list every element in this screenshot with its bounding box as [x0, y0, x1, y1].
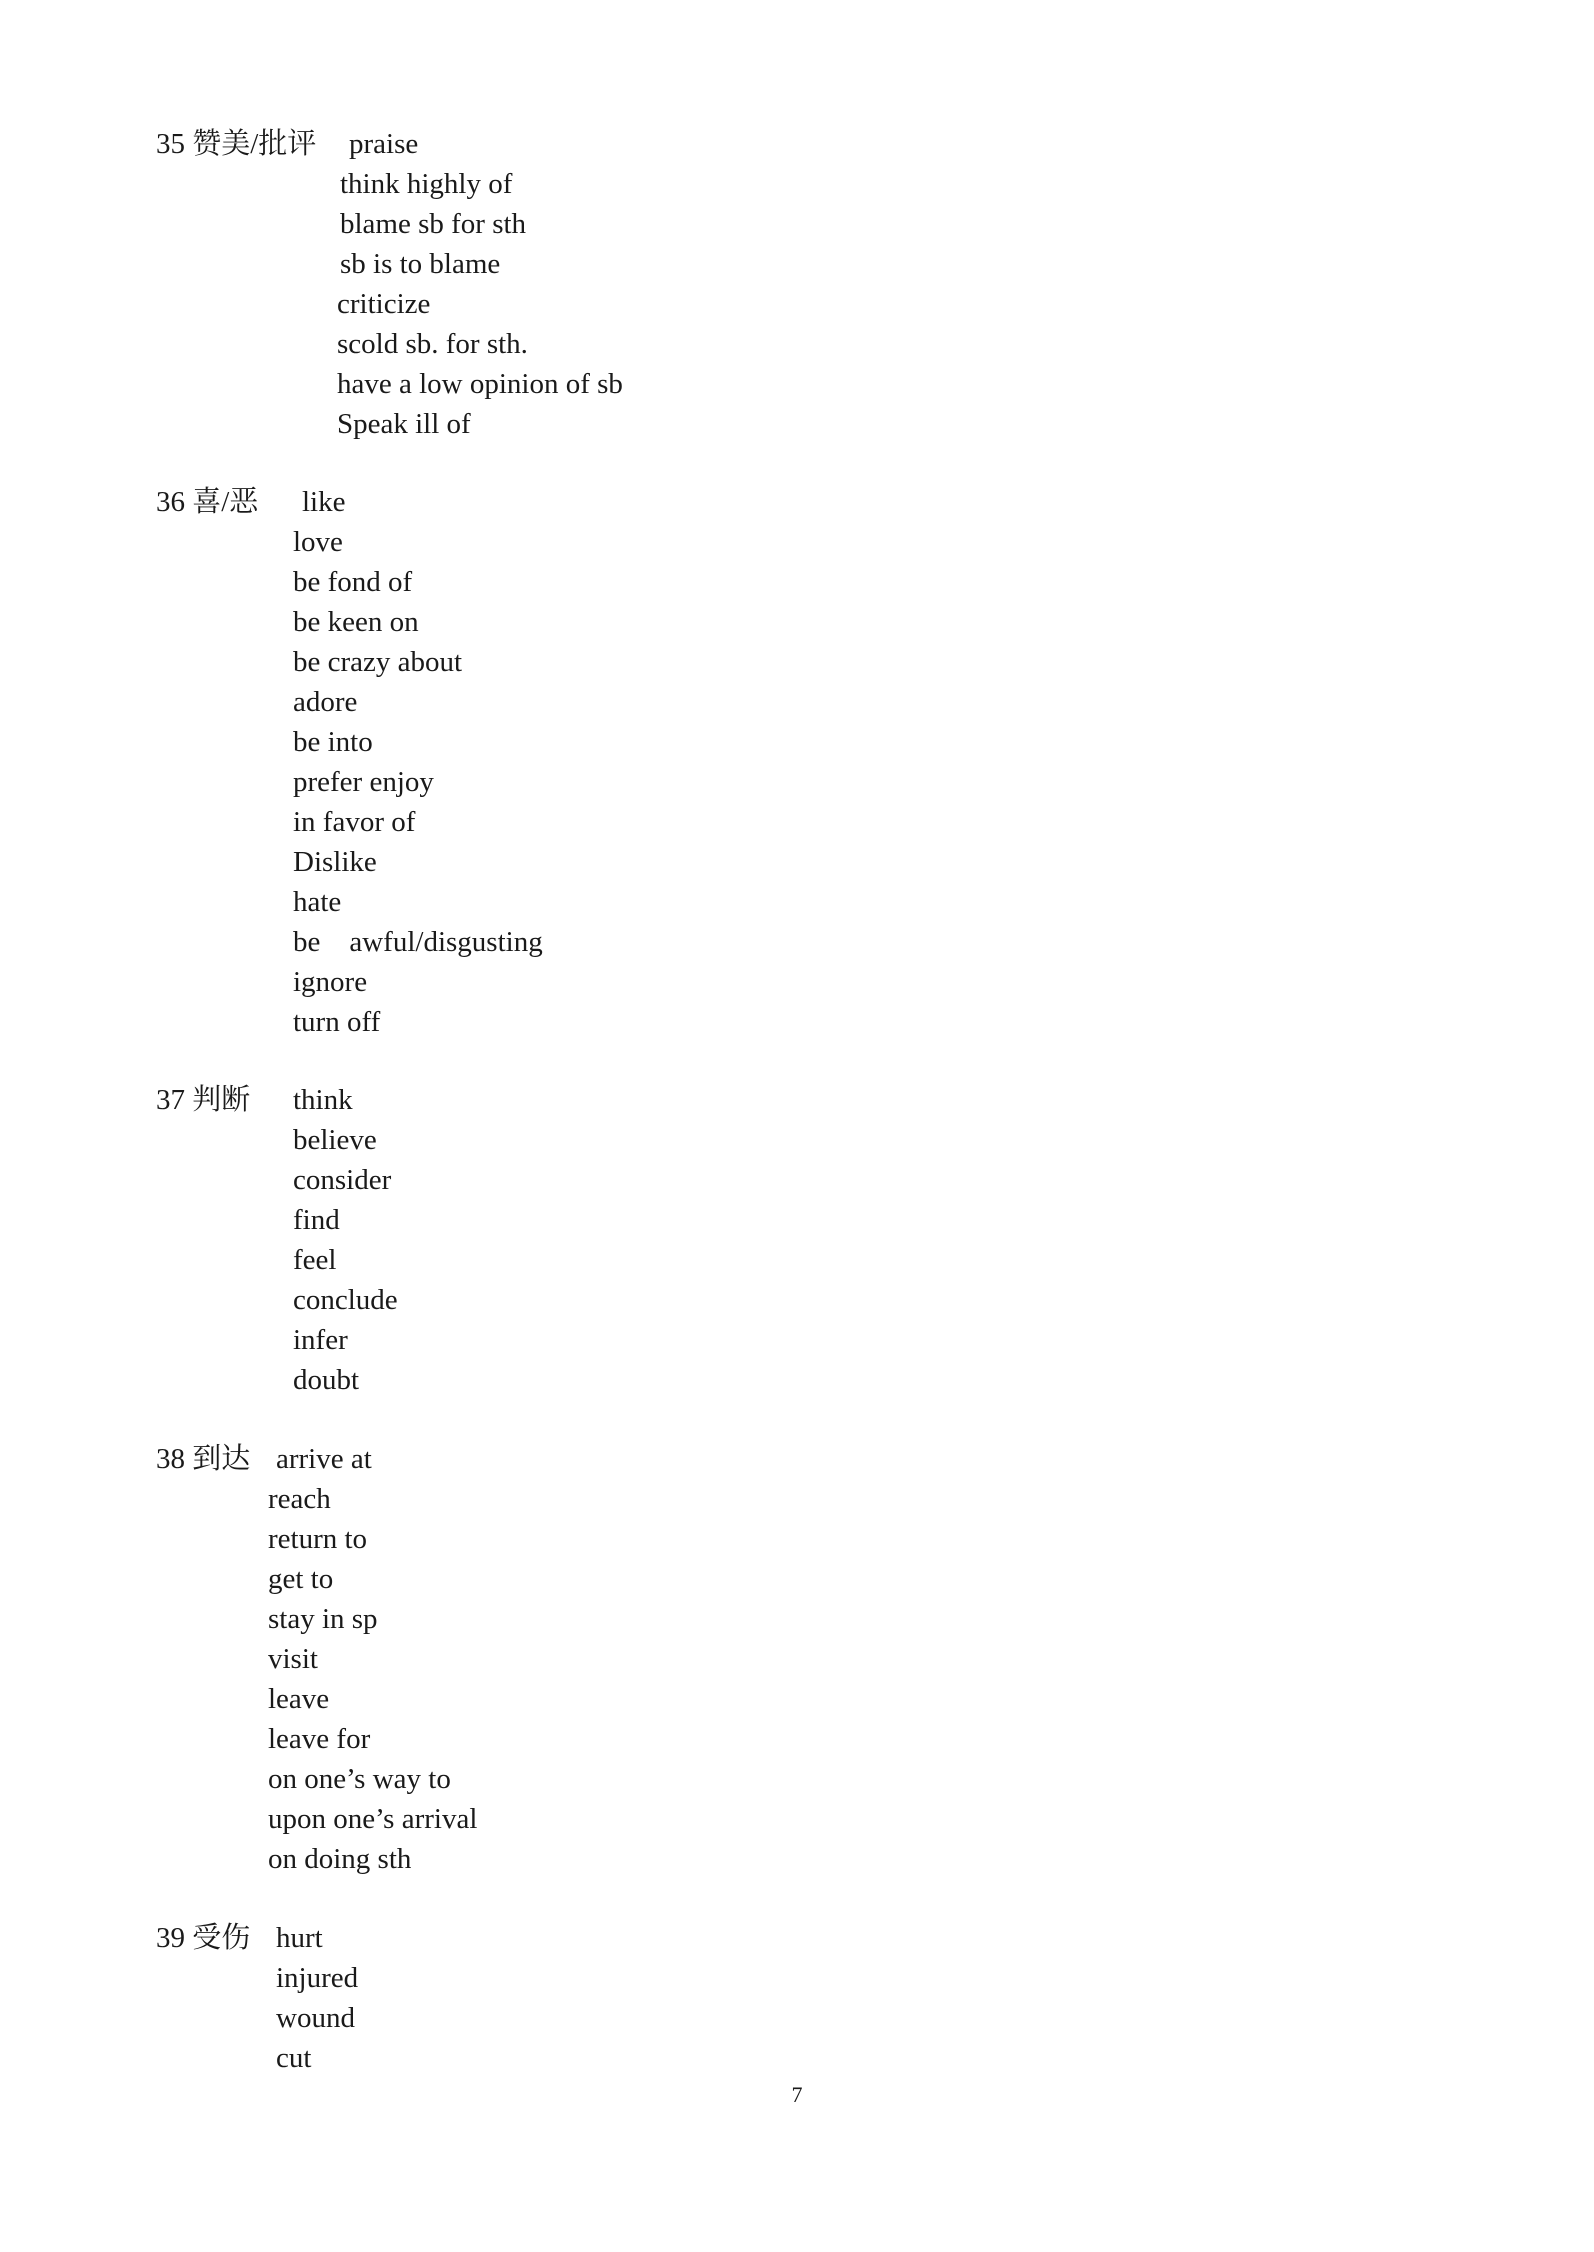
term: turn off — [293, 1006, 381, 1038]
section-label: 38 到达 — [156, 1443, 251, 1475]
term: think highly of — [340, 168, 513, 200]
term-row — [156, 602, 1256, 642]
term-row — [156, 1958, 1256, 1998]
term-row — [156, 642, 1256, 682]
term: criticize — [337, 288, 431, 320]
term: visit — [268, 1643, 318, 1675]
term-row — [156, 1120, 1256, 1160]
term-row — [156, 962, 1256, 1002]
term-row — [156, 404, 1256, 444]
section-header-row — [156, 1439, 1256, 1479]
term-row — [156, 1759, 1256, 1799]
term-row — [156, 164, 1256, 204]
term-row — [156, 842, 1256, 882]
term: be crazy about — [293, 646, 463, 678]
term: in favor of — [293, 806, 416, 838]
section-header-row — [156, 482, 1256, 522]
term: get to — [268, 1563, 334, 1595]
term: infer — [293, 1324, 348, 1356]
term-row — [156, 1839, 1256, 1879]
term-row — [156, 324, 1256, 364]
section-37 — [156, 1080, 1256, 1400]
term: feel — [293, 1244, 337, 1276]
term: conclude — [293, 1284, 398, 1316]
term-row — [156, 1240, 1256, 1280]
term: sb is to blame — [340, 248, 501, 280]
term: blame sb for sth — [340, 208, 527, 240]
term: be keen on — [293, 606, 419, 638]
term-row — [156, 1002, 1256, 1042]
section-label: 35 赞美/批评 — [156, 128, 317, 160]
term-row — [156, 1799, 1256, 1839]
term: leave — [268, 1683, 330, 1715]
term: ignore — [293, 966, 368, 998]
section-39 — [156, 1918, 1256, 2078]
section-label: 37 判断 — [156, 1084, 251, 1116]
term: wound — [276, 2002, 355, 2034]
section-header-row — [156, 1080, 1256, 1120]
term: cut — [276, 2042, 312, 2074]
section-label: 36 喜/恶 — [156, 486, 259, 518]
page-number: 7 — [791, 2082, 803, 2107]
term-row — [156, 762, 1256, 802]
term: arrive at — [276, 1443, 372, 1475]
term: on doing sth — [268, 1843, 412, 1875]
section-38 — [156, 1439, 1256, 1879]
term: be awful/disgusting — [293, 926, 543, 958]
term: find — [293, 1204, 340, 1236]
term-row — [156, 1479, 1256, 1519]
term: be into — [293, 726, 373, 758]
term: think — [293, 1084, 353, 1116]
term: hate — [293, 886, 342, 918]
term-row — [156, 204, 1256, 244]
term-row — [156, 1160, 1256, 1200]
section-35 — [156, 124, 1256, 444]
term: Speak ill of — [337, 408, 471, 440]
term-row — [156, 1280, 1256, 1320]
term-row — [156, 922, 1256, 962]
term: prefer enjoy — [293, 766, 434, 798]
term: stay in sp — [268, 1603, 378, 1635]
term-row — [156, 802, 1256, 842]
term-row — [156, 1360, 1256, 1400]
term-row — [156, 1719, 1256, 1759]
term-row — [156, 722, 1256, 762]
term-row — [156, 1559, 1256, 1599]
term-row — [156, 284, 1256, 324]
term: doubt — [293, 1364, 360, 1396]
term-row — [156, 1320, 1256, 1360]
term: consider — [293, 1164, 392, 1196]
term: injured — [276, 1962, 359, 1994]
term-row — [156, 1200, 1256, 1240]
term: Dislike — [293, 846, 377, 878]
term: have a low opinion of sb — [337, 368, 623, 400]
term-row — [156, 882, 1256, 922]
term-row — [156, 1519, 1256, 1559]
section-header-row — [156, 1918, 1256, 1958]
term-row — [156, 1679, 1256, 1719]
term: adore — [293, 686, 358, 718]
term: return to — [268, 1523, 368, 1555]
term: reach — [268, 1483, 331, 1515]
section-label: 39 受伤 — [156, 1922, 251, 1954]
term-row — [156, 522, 1256, 562]
term-row — [156, 244, 1256, 284]
term: believe — [293, 1124, 377, 1156]
section-36 — [156, 482, 1256, 1042]
term-row — [156, 1599, 1256, 1639]
section-header-row — [156, 124, 1256, 164]
term: love — [293, 526, 343, 558]
term-row — [156, 1639, 1256, 1679]
term-row — [156, 682, 1256, 722]
term: upon one’s arrival — [268, 1803, 478, 1835]
term: be fond of — [293, 566, 413, 598]
term-row — [156, 562, 1256, 602]
term: praise — [349, 128, 419, 160]
term-row — [156, 1998, 1256, 2038]
term: like — [302, 486, 346, 518]
term: leave for — [268, 1723, 371, 1755]
term-row — [156, 2038, 1256, 2078]
term-row — [156, 364, 1256, 404]
term: hurt — [276, 1922, 323, 1954]
term: scold sb. for sth. — [337, 328, 528, 360]
term: on one’s way to — [268, 1763, 451, 1795]
